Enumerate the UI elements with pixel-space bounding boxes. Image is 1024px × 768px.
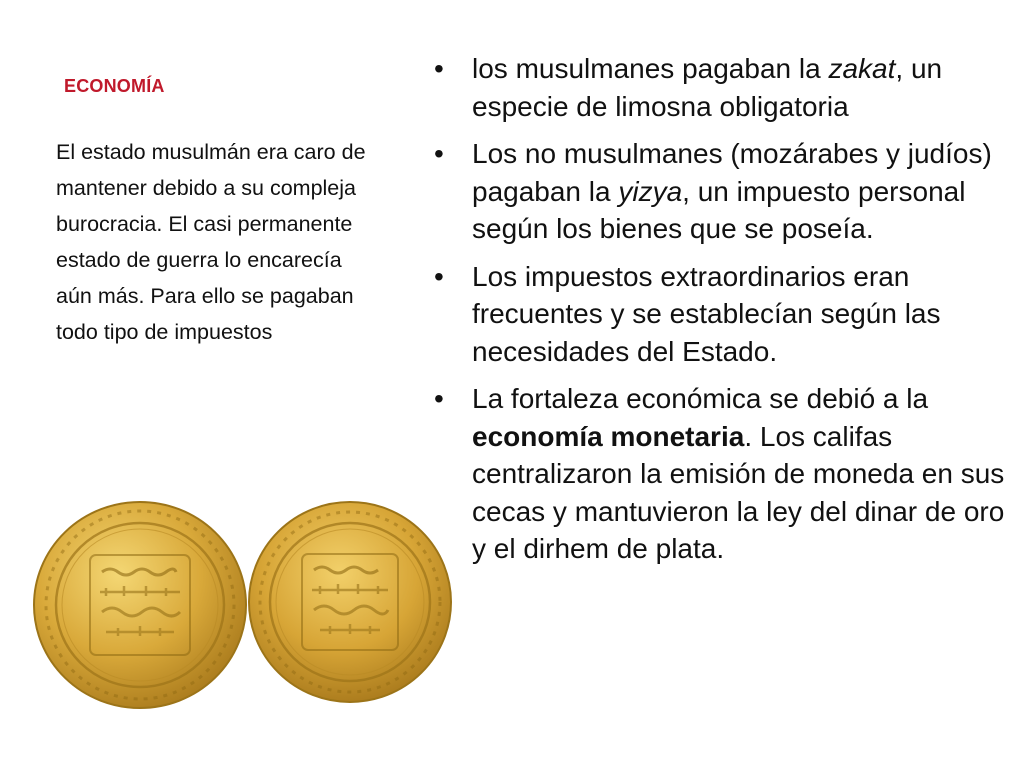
bullet-dot-icon: • — [434, 53, 444, 84]
left-coin — [34, 502, 246, 708]
gold-coins-image — [28, 500, 456, 710]
bullet-text: Los impuestos extraordinarios eran frecuentes y se establecían según las necesidades del Estado. — [472, 260, 941, 367]
slide-title: ECONOMÍA — [64, 76, 165, 96]
bullet-text: La fortaleza económica se debió a la economía monetaria. Los califas centralizaron la emisión de moneda en sus cecas y mantuvieron la ley del dinar de oro y el dirhem de plata. — [472, 383, 1005, 564]
right-coin — [249, 502, 451, 702]
bullet-text: Los no musulmanes (mozárabes y judíos) pagaban la yizya, un impuesto personal según los bienes que se poseía. — [472, 138, 992, 244]
bullet-item-extraordinarios — [432, 258, 1007, 371]
bullet-item-economia-monetaria — [432, 380, 1007, 568]
bullet-dot-icon: • — [434, 260, 444, 292]
bullet-dot-icon: • — [434, 383, 444, 414]
bullet-item-yizya — [432, 135, 1007, 248]
bullet-list — [432, 50, 1007, 578]
intro-paragraph: El estado musulmán era caro de mantener debido a su compleja burocracia. El casi permanente estado de guerra lo encarecía aún más. Para ello se pagaban todo tipo de impuestos — [56, 140, 366, 344]
bullet-dot-icon: • — [434, 138, 444, 169]
bullet-item-zakat — [432, 50, 1007, 125]
bullet-text: los musulmanes pagaban la zakat, un especie de limosna obligatoria — [472, 53, 943, 122]
